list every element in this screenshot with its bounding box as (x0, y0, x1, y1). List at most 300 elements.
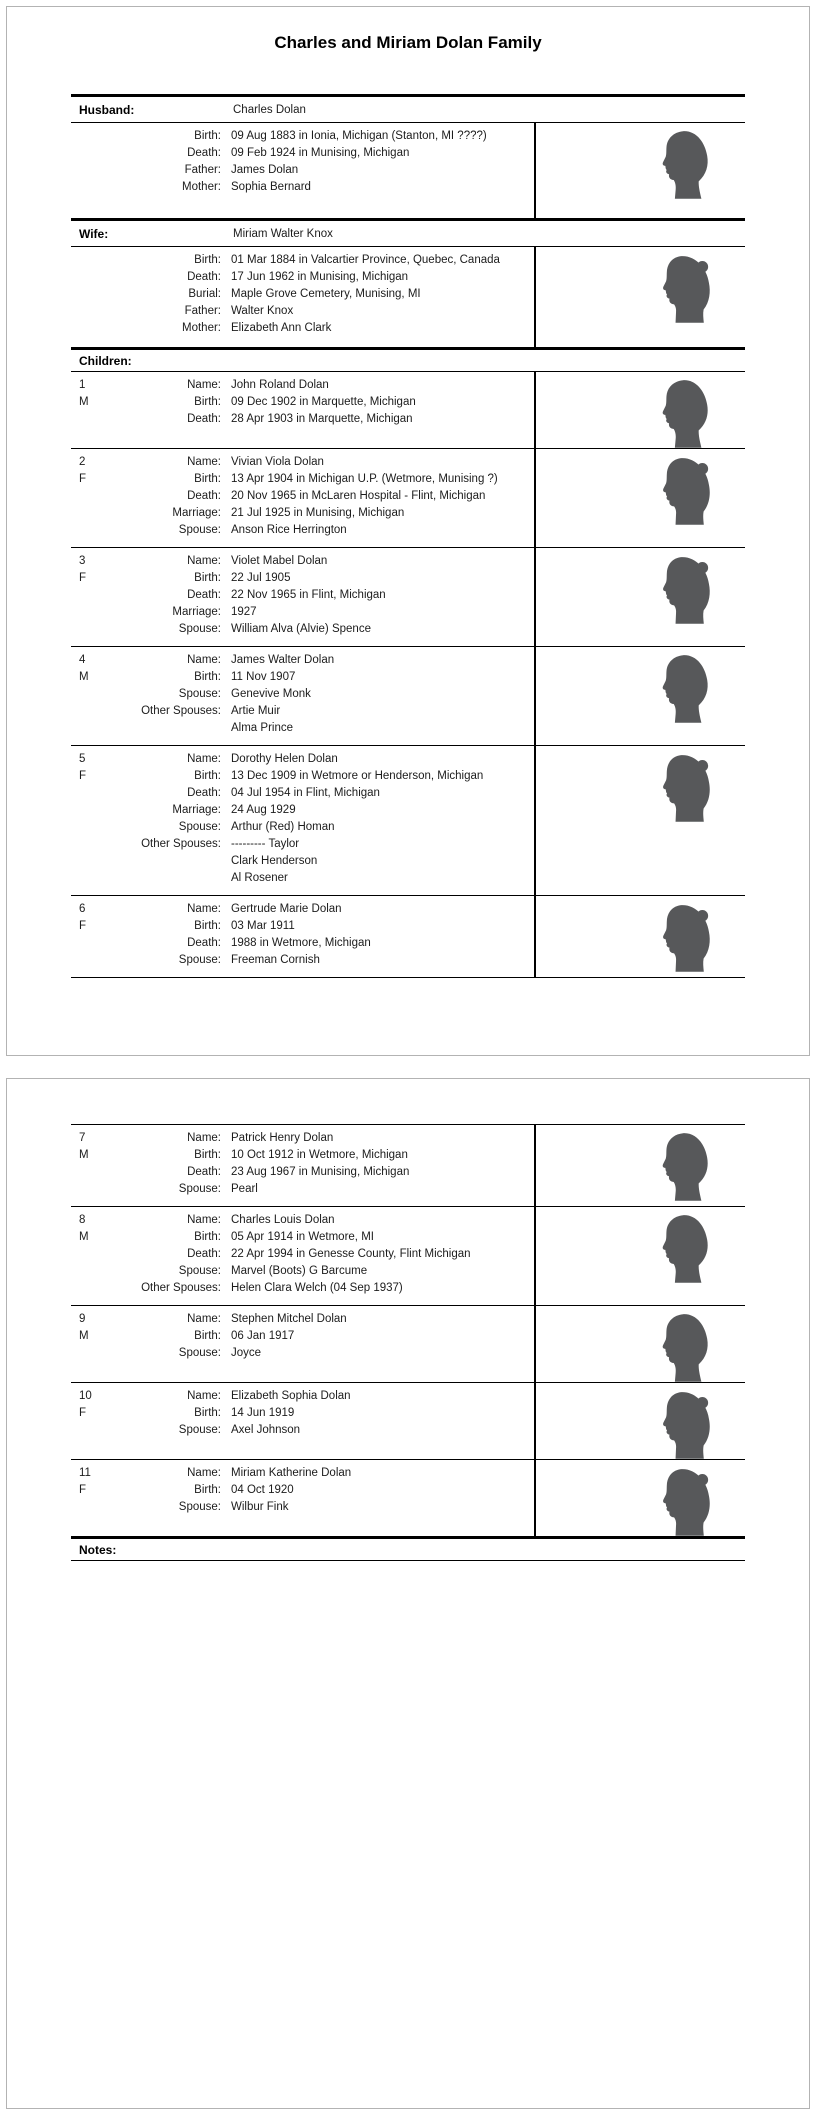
field-value: James Dolan (231, 164, 299, 176)
child-sex: M (79, 1231, 89, 1243)
page-1-content (71, 33, 745, 978)
child-id (71, 1306, 129, 1382)
field-values (231, 320, 534, 337)
male-profile-glyph (658, 129, 712, 199)
field-values (231, 377, 534, 394)
portrait-cell (534, 548, 745, 646)
field-value: Marvel (Boots) G Barcume (231, 1265, 368, 1277)
field-values (231, 587, 534, 604)
field-values (231, 1164, 534, 1181)
field-values (231, 471, 534, 488)
portrait-cell (534, 372, 745, 448)
field-label: Spouse: (178, 1265, 221, 1277)
female-silhouette-icon (658, 1466, 712, 1536)
male-profile-glyph (658, 1213, 712, 1283)
wife-name: Miriam Walter Knox (233, 227, 333, 240)
field-value: Joyce (231, 1347, 262, 1359)
child-sex: M (79, 1330, 89, 1342)
child-sex: F (79, 1484, 87, 1496)
detail-row (71, 269, 534, 286)
detail-rows (129, 1125, 534, 1206)
field-values (231, 252, 534, 269)
male-silhouette-icon (658, 378, 712, 448)
child-number: 8 (79, 1214, 86, 1226)
child-section (71, 548, 745, 647)
field-values (231, 1328, 534, 1345)
wife-section (71, 218, 745, 347)
field-value: --------- Taylor (231, 838, 300, 850)
child-sex: F (79, 1407, 87, 1419)
field-value: Elizabeth Sophia Dolan (231, 1390, 351, 1402)
detail-rows (71, 247, 534, 347)
detail-row (129, 1499, 534, 1516)
notes-section-label: Notes: (79, 1542, 117, 1557)
field-values (231, 652, 534, 669)
child-sex: M (79, 1149, 89, 1161)
detail-row (71, 286, 534, 303)
detail-row (129, 1229, 534, 1246)
child-section (71, 372, 745, 449)
field-label: Father: (184, 164, 221, 176)
field-label: Name: (187, 903, 221, 915)
field-label: Spouse: (178, 623, 221, 635)
field-label: Birth: (194, 671, 221, 683)
child-sex: F (79, 473, 87, 485)
field-label: Death: (187, 589, 221, 601)
field-values (231, 1311, 534, 1328)
field-value: 1988 in Wetmore, Michigan (231, 937, 371, 949)
field-values (231, 505, 534, 522)
child-number: 10 (79, 1390, 92, 1402)
field-label: Name: (187, 1313, 221, 1325)
field-values (231, 1147, 534, 1164)
field-value: 04 Oct 1920 (231, 1484, 294, 1496)
detail-row (129, 901, 534, 918)
portrait-cell (534, 1306, 745, 1382)
detail-row (129, 1181, 534, 1198)
child-id (71, 1460, 129, 1536)
female-silhouette-icon (658, 1389, 712, 1459)
male-profile-glyph (658, 378, 712, 448)
field-value: 22 Nov 1965 in Flint, Michigan (231, 589, 386, 601)
field-value: 04 Jul 1954 in Flint, Michigan (231, 787, 380, 799)
detail-row (129, 768, 534, 785)
field-values (231, 286, 534, 303)
field-values (231, 819, 534, 836)
female-silhouette-icon (658, 554, 712, 624)
field-value: Axel Johnson (231, 1424, 301, 1436)
detail-row (129, 836, 534, 887)
field-value: Charles Louis Dolan (231, 1214, 335, 1226)
field-values (231, 179, 534, 196)
detail-row (129, 819, 534, 836)
field-value: 09 Dec 1902 in Marquette, Michigan (231, 396, 416, 408)
field-value: 21 Jul 1925 in Munising, Michigan (231, 507, 405, 519)
field-values (231, 1229, 534, 1246)
field-label: Birth: (194, 1149, 221, 1161)
field-values (231, 411, 534, 428)
field-value: Arthur (Red) Homan (231, 821, 335, 833)
field-label: Birth: (194, 770, 221, 782)
detail-rows (129, 647, 534, 745)
detail-row (129, 1280, 534, 1297)
field-label: Birth: (194, 473, 221, 485)
field-label: Name: (187, 654, 221, 666)
detail-row (129, 751, 534, 768)
detail-row (129, 935, 534, 952)
detail-rows (129, 449, 534, 547)
field-values (231, 1465, 534, 1482)
female-silhouette-icon (658, 253, 712, 323)
detail-row (129, 1345, 534, 1362)
field-values (231, 901, 534, 918)
field-value: Wilbur Fink (231, 1501, 289, 1513)
detail-row (129, 553, 534, 570)
field-label: Spouse: (178, 1347, 221, 1359)
field-label: Birth: (194, 1231, 221, 1243)
detail-row (129, 505, 534, 522)
field-label: Death: (187, 937, 221, 949)
husband-details (71, 123, 745, 218)
detail-row (129, 488, 534, 505)
portrait-cell (534, 1383, 745, 1459)
field-values (231, 935, 534, 952)
detail-row (129, 669, 534, 686)
field-values (231, 1482, 534, 1499)
detail-row (129, 471, 534, 488)
field-values (231, 802, 534, 819)
detail-row (129, 785, 534, 802)
field-value: Freeman Cornish (231, 954, 320, 966)
field-value: Helen Clara Welch (04 Sep 1937) (231, 1282, 403, 1294)
field-values (231, 454, 534, 471)
field-values (231, 1345, 534, 1362)
field-values (231, 686, 534, 703)
detail-row (129, 1405, 534, 1422)
children-list-page-2 (71, 1124, 745, 1536)
child-sex: M (79, 671, 89, 683)
child-number: 6 (79, 903, 86, 915)
field-label: Spouse: (178, 954, 221, 966)
detail-rows (129, 746, 534, 895)
male-profile-glyph (658, 1312, 712, 1382)
field-label: Death: (187, 413, 221, 425)
child-id (71, 1125, 129, 1206)
field-label: Death: (187, 147, 221, 159)
wife-details (71, 247, 745, 347)
field-label: Birth: (194, 572, 221, 584)
field-label: Burial: (188, 288, 221, 300)
child-id (71, 746, 129, 895)
field-value: 22 Jul 1905 (231, 572, 291, 584)
field-value: 09 Aug 1883 in Ionia, Michigan (Stanton, MI ????) (231, 130, 487, 142)
female-profile-glyph (658, 554, 712, 624)
female-profile-glyph (658, 1466, 712, 1536)
field-value: 01 Mar 1884 in Valcartier Province, Quebec, Canada (231, 254, 500, 266)
field-values (231, 145, 534, 162)
field-values (231, 553, 534, 570)
field-value: James Walter Dolan (231, 654, 335, 666)
child-section (71, 1207, 745, 1306)
field-values (231, 570, 534, 587)
field-value: 22 Apr 1994 in Genesse County, Flint Michigan (231, 1248, 471, 1260)
detail-row (129, 952, 534, 969)
male-profile-glyph (658, 1131, 712, 1201)
children-section-label: Children: (79, 353, 132, 368)
field-label: Name: (187, 1214, 221, 1226)
field-label: Birth: (194, 1484, 221, 1496)
portrait-cell (534, 647, 745, 745)
detail-row (129, 1130, 534, 1147)
field-value: 14 Jun 1919 (231, 1407, 295, 1419)
field-value: Stephen Mitchel Dolan (231, 1313, 347, 1325)
child-sex: F (79, 920, 87, 932)
field-label: Other Spouses: (141, 838, 221, 850)
portrait-cell (534, 1207, 745, 1305)
field-value: Alma Prince (231, 722, 293, 734)
field-values (231, 751, 534, 768)
female-profile-glyph (658, 1389, 712, 1459)
child-section (71, 647, 745, 746)
field-values (231, 703, 534, 737)
child-id (71, 449, 129, 547)
field-label: Father: (184, 305, 221, 317)
field-value: 20 Nov 1965 in McLaren Hospital - Flint, Michigan (231, 490, 486, 502)
portrait-cell (534, 746, 745, 895)
field-values (231, 604, 534, 621)
field-value: 13 Apr 1904 in Michigan U.P. (Wetmore, Munising ?) (231, 473, 498, 485)
detail-rows (129, 1306, 534, 1382)
detail-row (129, 1263, 534, 1280)
field-label: Other Spouses: (141, 705, 221, 717)
field-value: 06 Jan 1917 (231, 1330, 295, 1342)
field-value: 03 Mar 1911 (231, 920, 295, 932)
child-section (71, 449, 745, 548)
male-profile-glyph (658, 653, 712, 723)
child-section (71, 1124, 745, 1207)
field-values (231, 952, 534, 969)
field-label: Spouse: (178, 1424, 221, 1436)
notes-section (71, 1536, 745, 1561)
child-id (71, 1383, 129, 1459)
field-value: Pearl (231, 1183, 258, 1195)
detail-rows (129, 372, 534, 448)
detail-row (129, 522, 534, 539)
field-value: John Roland Dolan (231, 379, 329, 391)
field-label: Name: (187, 753, 221, 765)
page-break (0, 1056, 818, 1078)
field-values (231, 669, 534, 686)
field-value: Walter Knox (231, 305, 294, 317)
detail-row (71, 179, 534, 196)
field-label: Death: (187, 787, 221, 799)
field-label: Birth: (194, 1407, 221, 1419)
detail-row (129, 1164, 534, 1181)
child-id (71, 372, 129, 448)
detail-row (71, 162, 534, 179)
detail-rows (71, 123, 534, 218)
page-title: Charles and Miriam Dolan Family (274, 33, 542, 52)
field-label: Birth: (194, 130, 221, 142)
child-section (71, 746, 745, 896)
child-sex: M (79, 396, 89, 408)
field-label: Other Spouses: (141, 1282, 221, 1294)
child-sex: F (79, 572, 87, 584)
field-value: Patrick Henry Dolan (231, 1132, 334, 1144)
husband-section (71, 94, 745, 218)
husband-header (71, 94, 745, 123)
detail-row (129, 411, 534, 428)
detail-row (129, 918, 534, 935)
male-silhouette-icon (658, 1312, 712, 1382)
field-label: Spouse: (178, 1183, 221, 1195)
field-value: 05 Apr 1914 in Wetmore, MI (231, 1231, 374, 1243)
detail-row (129, 1328, 534, 1345)
field-values (231, 1405, 534, 1422)
child-number: 3 (79, 555, 86, 567)
field-value: Sophia Bernard (231, 181, 311, 193)
child-id (71, 548, 129, 646)
detail-rows (129, 896, 534, 977)
field-label: Death: (187, 1166, 221, 1178)
field-label: Spouse: (178, 1501, 221, 1513)
detail-row (71, 320, 534, 337)
detail-row (129, 621, 534, 638)
field-value: Gertrude Marie Dolan (231, 903, 342, 915)
male-silhouette-icon (658, 1131, 712, 1201)
female-profile-glyph (658, 455, 712, 525)
detail-rows (129, 1207, 534, 1305)
detail-row (129, 570, 534, 587)
field-value: 09 Feb 1924 in Munising, Michigan (231, 147, 410, 159)
field-label: Mother: (182, 322, 221, 334)
field-values (231, 1280, 534, 1297)
field-label: Name: (187, 456, 221, 468)
detail-row (129, 1482, 534, 1499)
detail-rows (129, 1460, 534, 1536)
child-section (71, 1383, 745, 1460)
portrait-cell (534, 1125, 745, 1206)
field-label: Spouse: (178, 524, 221, 536)
child-section (71, 1460, 745, 1536)
field-values (231, 1181, 534, 1198)
child-id (71, 647, 129, 745)
field-values (231, 1263, 534, 1280)
field-values (231, 1388, 534, 1405)
field-values (231, 303, 534, 320)
detail-row (71, 145, 534, 162)
field-label: Birth: (194, 920, 221, 932)
detail-row (129, 394, 534, 411)
field-label: Name: (187, 1390, 221, 1402)
page-1 (6, 6, 810, 1056)
field-label: Name: (187, 555, 221, 567)
detail-row (129, 1212, 534, 1229)
field-value: Clark Henderson (231, 855, 318, 867)
child-number: 5 (79, 753, 86, 765)
detail-row (129, 604, 534, 621)
field-value: 10 Oct 1912 in Wetmore, Michigan (231, 1149, 408, 1161)
field-value: Miriam Katherine Dolan (231, 1467, 352, 1479)
field-label: Marriage: (172, 507, 221, 519)
detail-row (129, 377, 534, 394)
field-value: Al Rosener (231, 872, 288, 884)
child-number: 11 (79, 1467, 91, 1479)
field-values (231, 918, 534, 935)
field-label: Marriage: (172, 804, 221, 816)
field-values (231, 1422, 534, 1439)
field-values (231, 768, 534, 785)
field-value: 28 Apr 1903 in Marquette, Michigan (231, 413, 413, 425)
male-silhouette-icon (658, 129, 712, 199)
field-value: Artie Muir (231, 705, 281, 717)
detail-row (129, 1388, 534, 1405)
field-label: Spouse: (178, 688, 221, 700)
female-silhouette-icon (658, 752, 712, 822)
detail-row (129, 1147, 534, 1164)
field-values (231, 128, 534, 145)
detail-row (129, 1422, 534, 1439)
female-silhouette-icon (658, 902, 712, 972)
field-values (231, 1499, 534, 1516)
detail-rows (129, 1383, 534, 1459)
field-label: Death: (187, 271, 221, 283)
field-label: Name: (187, 1132, 221, 1144)
field-label: Death: (187, 1248, 221, 1260)
field-values (231, 836, 534, 887)
field-value: Maple Grove Cemetery, Munising, MI (231, 288, 421, 300)
detail-row (129, 1311, 534, 1328)
detail-row (129, 703, 534, 737)
detail-row (129, 1465, 534, 1482)
female-profile-glyph (658, 902, 712, 972)
field-label: Name: (187, 379, 221, 391)
field-values (231, 621, 534, 638)
detail-row (129, 454, 534, 471)
field-value: William Alva (Alvie) Spence (231, 623, 371, 635)
portrait-cell (534, 896, 745, 977)
field-value: Genevive Monk (231, 688, 311, 700)
portrait-cell (534, 449, 745, 547)
portrait-cell (534, 247, 745, 347)
child-number: 7 (79, 1132, 86, 1144)
field-value: 17 Jun 1962 in Munising, Michigan (231, 271, 409, 283)
field-values (231, 785, 534, 802)
detail-row (129, 652, 534, 669)
detail-row (129, 802, 534, 819)
field-value: 23 Aug 1967 in Munising, Michigan (231, 1166, 410, 1178)
child-id (71, 896, 129, 977)
child-number: 9 (79, 1313, 86, 1325)
field-value: 1927 (231, 606, 257, 618)
detail-row (129, 587, 534, 604)
field-value: Violet Mabel Dolan (231, 555, 328, 567)
child-id (71, 1207, 129, 1305)
detail-row (71, 252, 534, 269)
children-list-page-1 (71, 372, 745, 978)
field-label: Birth: (194, 396, 221, 408)
field-values (231, 269, 534, 286)
detail-row (71, 128, 534, 145)
field-label: Marriage: (172, 606, 221, 618)
field-label: Name: (187, 1467, 221, 1479)
child-number: 1 (79, 379, 86, 391)
portrait-cell (534, 123, 745, 218)
husband-label: Husband: (79, 102, 135, 117)
child-section (71, 896, 745, 978)
wife-label: Wife: (79, 226, 109, 241)
child-section (71, 1306, 745, 1383)
